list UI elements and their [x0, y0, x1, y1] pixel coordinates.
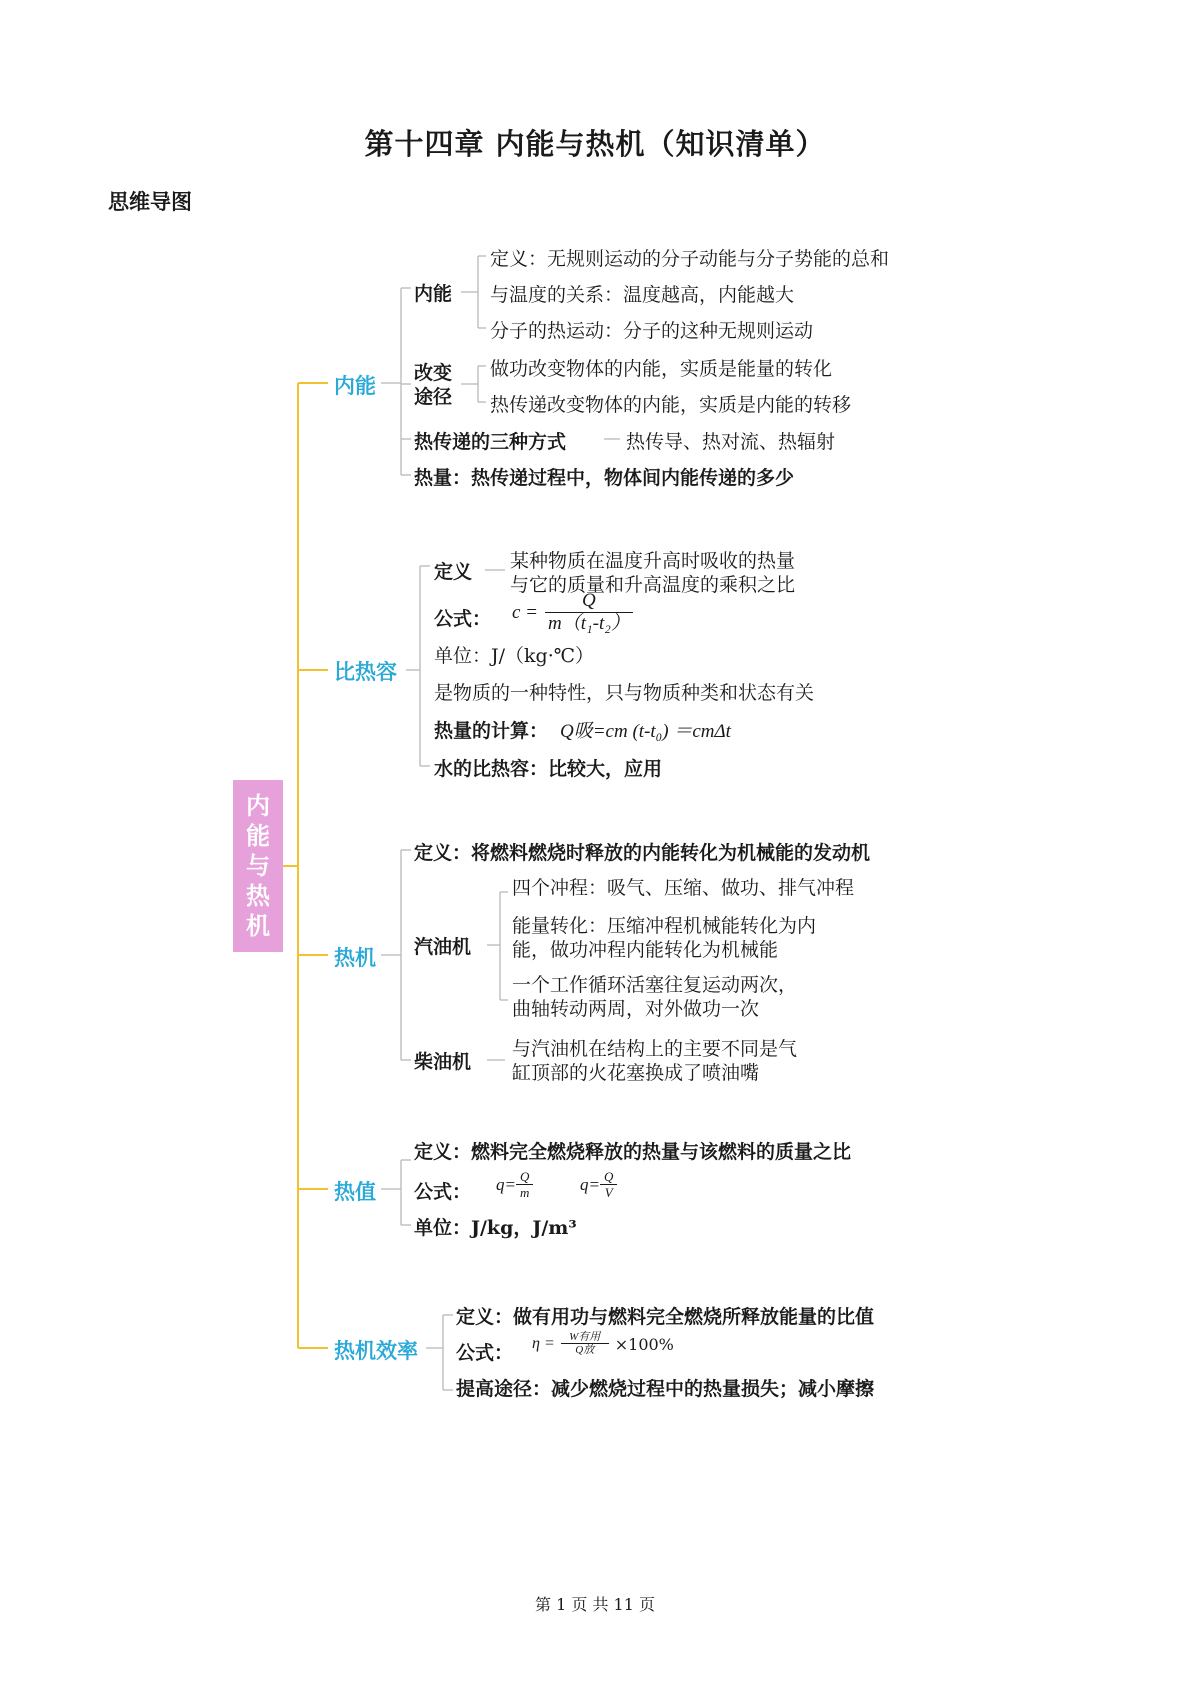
formula-xiaolv-num: W有用 [561, 1331, 609, 1344]
formula-rezhi-mass-lhs: q= [496, 1175, 516, 1195]
formula-xiaolv-lhs: η = [532, 1335, 555, 1353]
leaf-chaiyouji-2: 缸顶部的火花塞换成了喷油嘴 [512, 1062, 760, 1084]
leaf-chuandi-ways: 热传导、热对流、热辐射 [626, 431, 836, 453]
root-char-5: 机 [246, 912, 270, 940]
sub-xiaolv-formula: 公式： [456, 1342, 514, 1364]
formula-rezhi-volume-num: Q [600, 1170, 617, 1185]
root-char-2: 能 [246, 822, 270, 850]
sub-rezhi-formula: 公式： [414, 1181, 472, 1203]
leaf-qiyouji-cycle-2: 曲轴转动两周，对外做功一次 [512, 998, 760, 1020]
sub-bireron-calc: 热量的计算： [434, 720, 549, 742]
formula-rezhi-volume-lhs: q= [580, 1175, 600, 1195]
leaf-neineng-temp: 与温度的关系：温度越高，内能越大 [490, 284, 795, 306]
formula-rezhi-volume-den: V [604, 1185, 613, 1201]
leaf-qiyouji-energy-1: 能量转化：压缩冲程机械能转化为内 [512, 915, 817, 937]
formula-rezhi-mass-den: m [519, 1185, 530, 1201]
leaf-bireron-def-1: 某种物质在温度升高时吸收的热量 [510, 550, 796, 572]
section-heading: 思维导图 [108, 190, 192, 214]
formula-rezhi-volume [580, 1170, 617, 1201]
branch-xiaolv: 热机效率 [334, 1339, 418, 1363]
formula-xiaolv-den: Q放 [575, 1344, 595, 1357]
sub-bireron-def: 定义 [434, 561, 473, 583]
formula-rezhi-mass-num: Q [516, 1170, 533, 1185]
formula-bireron-den: m（t₁-t₂） [548, 612, 630, 634]
leaf-bireron-property: 是物质的一种特性，只与物质种类和状态有关 [434, 682, 815, 704]
leaf-xiaolv-improve: 提高途径：减少燃烧过程中的热量损失；减小摩擦 [456, 1378, 875, 1400]
formula-bireron-num: Q [545, 591, 633, 613]
sub-bireron-formula: 公式： [434, 608, 492, 630]
root-char-1: 内 [246, 792, 270, 820]
sub-chaiyouji: 柴油机 [414, 1051, 472, 1073]
page-footer: 第 1 页 共 11 页 [535, 1595, 655, 1614]
root-char-4: 热 [246, 882, 270, 910]
leaf-bireron-def-2: 与它的质量和升高温度的乘积之比 [510, 574, 796, 596]
leaf-neineng-motion: 分子的热运动：分子的这种无规则运动 [490, 320, 814, 342]
leaf-neineng-def: 定义：无规则运动的分子动能与分子势能的总和 [490, 248, 890, 270]
formula-rezhi-volume-fraction [600, 1170, 617, 1201]
formula-bireron-lhs: c = [512, 602, 539, 624]
mind-map-root [233, 780, 283, 952]
sub-reliang: 热量：热传递过程中，物体间内能传递的多少 [414, 467, 795, 489]
leaf-qiyouji-stroke: 四个冲程：吸气、压缩、做功、排气冲程 [512, 877, 855, 899]
leaf-gaibian-work: 做功改变物体的内能，实质是能量的转化 [490, 358, 833, 380]
formula-xiaolv-fraction [561, 1331, 609, 1357]
formula-xiaolv-tail: ×100% [614, 1334, 674, 1354]
leaf-chaiyouji-1: 与汽油机在结构上的主要不同是气 [512, 1038, 798, 1060]
leaf-rezhi-def: 定义：燃料完全燃烧释放的热量与该燃料的质量之比 [414, 1141, 852, 1163]
page-title: 第十四章 内能与热机（知识清单） [364, 127, 826, 161]
branch-rezhi: 热值 [334, 1180, 376, 1204]
formula-bireron [512, 591, 634, 636]
root-char-3: 与 [246, 852, 270, 880]
sub-qiyouji: 汽油机 [414, 936, 472, 958]
formula-bireron-fraction [544, 591, 634, 636]
branch-neineng: 内能 [334, 374, 376, 398]
leaf-gaibian-heat: 热传递改变物体的内能，实质是内能的转移 [490, 394, 852, 416]
formula-rezhi-mass [496, 1170, 533, 1201]
branch-bireron: 比热容 [334, 660, 397, 684]
branch-reji: 热机 [334, 946, 376, 970]
leaf-bireron-water: 水的比热容：比较大，应用 [434, 758, 663, 780]
formula-rezhi-mass-fraction [516, 1170, 533, 1201]
leaf-qiyouji-cycle-1: 一个工作循环活塞往复运动两次， [512, 974, 798, 996]
leaf-bireron-unit: 单位：J/（kg·℃） [434, 645, 594, 667]
sub-neineng: 内能 [414, 283, 453, 305]
sub-chuandi: 热传递的三种方式 [414, 431, 567, 453]
formula-xiaolv [532, 1331, 674, 1357]
leaf-rezhi-unit: 单位：J/kg，J/m³ [414, 1217, 577, 1239]
formula-bireron-calc: Q吸=cm (t-t₀) ＝cmΔt [560, 721, 731, 742]
sub-gaibian-1: 改变 [414, 362, 453, 384]
sub-gaibian-2: 途径 [414, 386, 453, 408]
leaf-xiaolv-def: 定义：做有用功与燃料完全燃烧所释放能量的比值 [456, 1306, 875, 1328]
leaf-qiyouji-energy-2: 能，做功冲程内能转化为机械能 [512, 939, 779, 961]
leaf-reji-def: 定义：将燃料燃烧时释放的内能转化为机械能的发动机 [414, 842, 871, 864]
